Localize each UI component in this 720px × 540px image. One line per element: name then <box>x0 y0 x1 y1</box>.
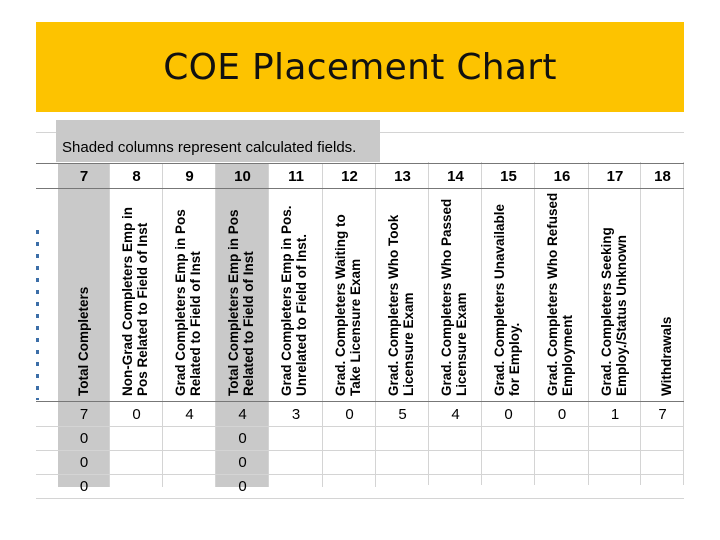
table-cell[interactable] <box>323 426 376 450</box>
column-number[interactable]: 13 <box>394 167 411 185</box>
table-cell[interactable] <box>376 426 429 450</box>
column-header-label: Withdrawals <box>658 316 674 396</box>
table-cell[interactable]: 0 <box>132 405 141 423</box>
table-cell[interactable] <box>535 426 589 450</box>
column-header[interactable] <box>641 190 684 400</box>
column-header-label: Total Completers <box>75 286 91 396</box>
partial-column-marks <box>36 230 39 400</box>
column-header[interactable] <box>163 190 216 400</box>
table-cell[interactable]: 5 <box>398 405 407 423</box>
column-header[interactable] <box>589 190 641 400</box>
table-cell[interactable] <box>269 474 323 498</box>
spreadsheet-excerpt <box>36 120 684 495</box>
table-cell[interactable] <box>641 426 684 450</box>
table-cell[interactable] <box>376 474 429 498</box>
slide-title-banner <box>36 22 684 112</box>
table-cell[interactable] <box>482 474 535 498</box>
column-header-label: Grad. Completers Who Refused Employment <box>545 192 575 396</box>
column-header-label: Grad. Completers Who Passed Licensure Exam <box>439 198 469 396</box>
column-header-label: Grad. Completers Seeking Employ./Status Unknown <box>599 227 629 396</box>
column-header[interactable] <box>110 190 163 400</box>
table-cell[interactable]: 7 <box>79 405 89 423</box>
table-cell[interactable]: 0 <box>238 453 247 471</box>
column-header[interactable] <box>323 190 376 400</box>
grid-line <box>36 163 684 164</box>
column-header[interactable] <box>216 190 269 400</box>
table-cell[interactable]: 4 <box>185 405 194 423</box>
table-cell[interactable]: 0 <box>79 453 89 471</box>
table-cell[interactable]: 0 <box>557 405 567 423</box>
table-cell[interactable] <box>323 474 376 498</box>
table-cell[interactable]: 3 <box>291 405 301 423</box>
column-header[interactable] <box>535 190 589 400</box>
table-cell[interactable] <box>589 426 641 450</box>
column-number[interactable]: 10 <box>234 167 251 185</box>
column-header[interactable] <box>482 190 535 400</box>
table-cell[interactable] <box>429 450 482 474</box>
column-number[interactable]: 11 <box>288 167 304 185</box>
column-header-label: Grad Completers Emp in Pos Related to Field of Inst <box>173 209 203 396</box>
column-header-label: Total Completers Emp in Pos Related to Field of Inst <box>226 209 256 396</box>
table-cell[interactable] <box>269 426 323 450</box>
table-cell[interactable] <box>376 450 429 474</box>
column-header[interactable] <box>269 190 323 400</box>
column-header-label: Grad. Completers Waiting to Take Licensure Exam <box>333 214 363 396</box>
column-header-label: Grad Completers Emp in Pos. Unrelated to Field of Inst. <box>279 205 309 396</box>
table-cell[interactable]: 7 <box>658 405 667 423</box>
column-header-label: Grad. Completers Unavailable for Employ. <box>492 203 522 396</box>
spreadsheet-grid <box>36 120 684 495</box>
table-cell[interactable] <box>589 474 641 498</box>
column-number[interactable]: 12 <box>341 167 358 185</box>
table-cell[interactable]: 0 <box>238 477 247 495</box>
table-cell[interactable]: 0 <box>345 405 354 423</box>
slide-title: COE Placement Chart <box>163 46 557 88</box>
column-number[interactable]: 16 <box>553 167 571 185</box>
table-cell[interactable] <box>163 426 216 450</box>
column-number[interactable]: 15 <box>500 167 517 185</box>
table-cell[interactable] <box>482 450 535 474</box>
table-cell[interactable]: 4 <box>238 405 247 423</box>
table-cell[interactable] <box>641 450 684 474</box>
table-cell[interactable]: 0 <box>79 429 89 447</box>
table-cell[interactable]: 4 <box>451 405 460 423</box>
grid-line <box>36 498 684 499</box>
table-cell[interactable] <box>110 426 163 450</box>
table-cell[interactable] <box>641 474 684 498</box>
column-header[interactable] <box>429 190 482 400</box>
table-cell[interactable] <box>535 450 589 474</box>
column-number[interactable]: 14 <box>447 167 464 185</box>
table-cell[interactable]: 0 <box>79 477 89 495</box>
table-cell[interactable]: 0 <box>238 429 247 447</box>
table-cell[interactable] <box>589 450 641 474</box>
column-number[interactable]: 9 <box>185 167 194 185</box>
table-cell[interactable]: 1 <box>610 405 620 423</box>
column-header-label: Grad. Completers Who Took Licensure Exam <box>386 214 416 396</box>
table-cell[interactable] <box>323 450 376 474</box>
column-number[interactable]: 17 <box>606 167 624 185</box>
column-number[interactable]: 7 <box>79 167 89 185</box>
table-cell[interactable] <box>535 474 589 498</box>
grid-line <box>36 188 684 189</box>
table-cell[interactable] <box>269 450 323 474</box>
table-cell[interactable] <box>110 474 163 498</box>
table-cell[interactable] <box>482 426 535 450</box>
table-cell[interactable]: 0 <box>504 405 513 423</box>
shaded-columns-note: Shaded columns represent calculated fields. <box>56 132 380 162</box>
column-header[interactable] <box>58 190 110 400</box>
column-number[interactable]: 8 <box>132 167 141 185</box>
column-header[interactable] <box>376 190 429 400</box>
table-cell[interactable] <box>429 474 482 498</box>
column-header-label: Non-Grad Completers Emp in Pos Related to Field of Inst <box>120 206 150 396</box>
table-cell[interactable] <box>163 450 216 474</box>
table-cell[interactable] <box>163 474 216 498</box>
table-cell[interactable] <box>110 450 163 474</box>
column-number[interactable]: 18 <box>654 167 671 185</box>
table-cell[interactable] <box>429 426 482 450</box>
